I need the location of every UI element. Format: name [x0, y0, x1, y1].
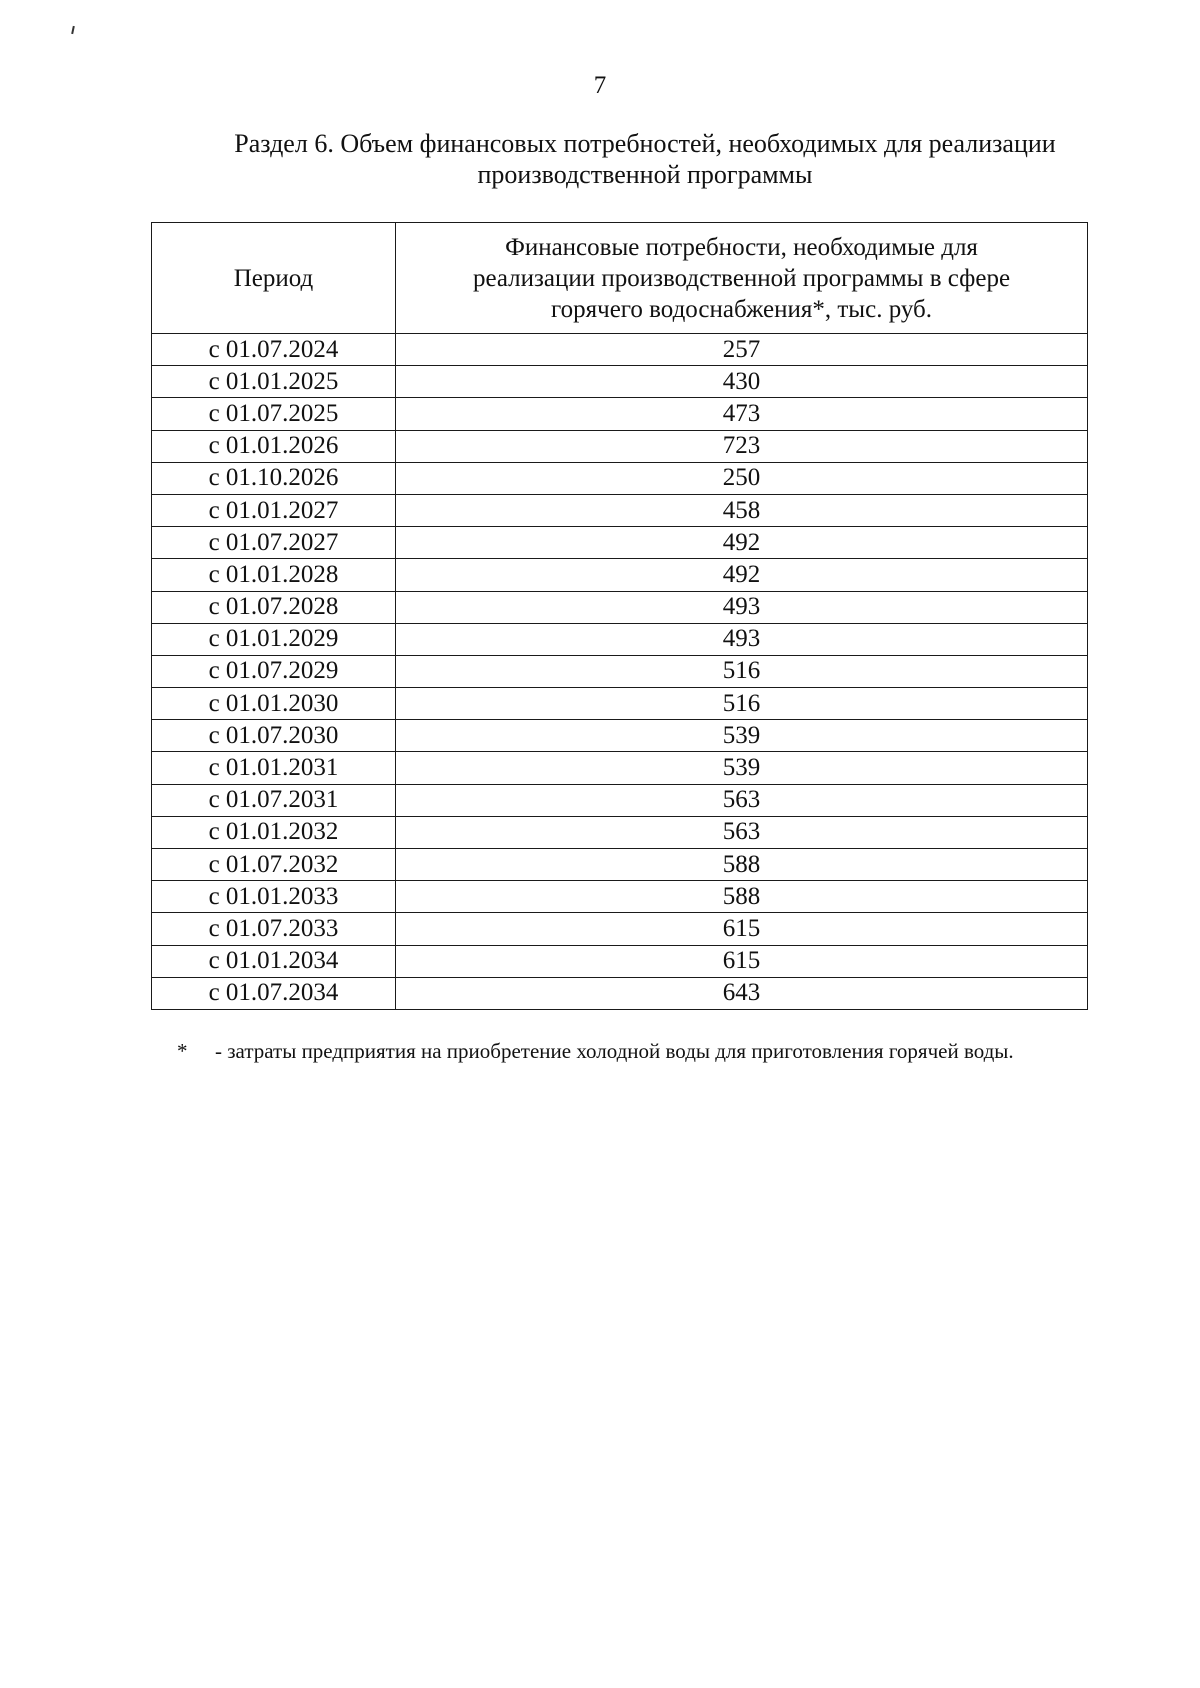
header-financial-needs-line-1: Финансовые потребности, необходимые для: [505, 233, 978, 261]
cell-period: с 01.01.2028: [152, 559, 396, 591]
table-row: [152, 945, 1088, 977]
header-financial-needs-line-2: реализации производственной программы в сфере: [472, 264, 1011, 292]
table-row: [152, 816, 1088, 848]
cell-period: с 01.07.2030: [152, 720, 396, 752]
page-number: 7: [593, 72, 607, 99]
table-body: [152, 334, 1088, 1010]
cell-period: с 01.07.2029: [152, 655, 396, 687]
header-financial-needs: [396, 223, 1088, 334]
table-row: [152, 430, 1088, 462]
table-row: [152, 366, 1088, 398]
cell-period: с 01.01.2033: [152, 881, 396, 913]
cell-period: с 01.10.2026: [152, 462, 396, 494]
section-title: [150, 128, 1140, 190]
cell-value: 493: [396, 623, 1088, 655]
table-row: [152, 977, 1088, 1009]
cell-period: с 01.01.2032: [152, 816, 396, 848]
table-row: [152, 913, 1088, 945]
table-row: [152, 655, 1088, 687]
cell-period: с 01.01.2031: [152, 752, 396, 784]
cell-period: с 01.01.2034: [152, 945, 396, 977]
table-row: [152, 559, 1088, 591]
cell-value: 430: [396, 366, 1088, 398]
cell-period: с 01.07.2032: [152, 849, 396, 881]
table-row: [152, 334, 1088, 366]
cell-value: 563: [396, 816, 1088, 848]
table-row: [152, 688, 1088, 720]
cell-period: с 01.07.2028: [152, 591, 396, 623]
cell-value: 539: [396, 720, 1088, 752]
cell-period: с 01.01.2030: [152, 688, 396, 720]
table-row: [152, 784, 1088, 816]
cell-period: с 01.07.2031: [152, 784, 396, 816]
cell-value: 458: [396, 494, 1088, 526]
footnote: [177, 1035, 1112, 1068]
scan-mark: [71, 26, 75, 34]
section-title-line-1: Раздел 6. Объем финансовых потребностей, необходимых для реализации: [234, 129, 1056, 158]
cell-value: 493: [396, 591, 1088, 623]
footnote-marker: *: [177, 1039, 188, 1063]
cell-period: с 01.07.2027: [152, 527, 396, 559]
cell-period: с 01.01.2029: [152, 623, 396, 655]
cell-value: 516: [396, 655, 1088, 687]
cell-value: 563: [396, 784, 1088, 816]
cell-value: 257: [396, 334, 1088, 366]
cell-value: 473: [396, 398, 1088, 430]
header-financial-needs-line-3: горячего водоснабжения*, тыс. руб.: [550, 295, 933, 323]
cell-period: с 01.01.2025: [152, 366, 396, 398]
table-row: [152, 494, 1088, 526]
table-row: [152, 720, 1088, 752]
cell-value: 539: [396, 752, 1088, 784]
table-row: [152, 623, 1088, 655]
table-row: [152, 462, 1088, 494]
table-row: [152, 591, 1088, 623]
table-row: [152, 752, 1088, 784]
cell-value: 615: [396, 945, 1088, 977]
cell-value: 516: [396, 688, 1088, 720]
cell-value: 492: [396, 527, 1088, 559]
cell-period: с 01.01.2027: [152, 494, 396, 526]
cell-value: 492: [396, 559, 1088, 591]
cell-value: 643: [396, 977, 1088, 1009]
table-row: [152, 398, 1088, 430]
cell-period: с 01.07.2024: [152, 334, 396, 366]
financial-needs-table: [151, 222, 1088, 1010]
header-period: Период: [152, 223, 396, 334]
cell-value: 615: [396, 913, 1088, 945]
cell-period: с 01.01.2026: [152, 430, 396, 462]
cell-period: с 01.07.2033: [152, 913, 396, 945]
cell-value: 250: [396, 462, 1088, 494]
cell-period: с 01.07.2025: [152, 398, 396, 430]
table-row: [152, 527, 1088, 559]
footnote-text: - затраты предприятия на приобретение холодной воды для приготовления горячей воды.: [215, 1039, 1014, 1063]
table-row: [152, 881, 1088, 913]
cell-value: 588: [396, 881, 1088, 913]
table-header-row: [152, 223, 1088, 334]
section-title-line-2: производственной программы: [477, 160, 813, 189]
cell-period: с 01.07.2034: [152, 977, 396, 1009]
table-row: [152, 849, 1088, 881]
cell-value: 723: [396, 430, 1088, 462]
cell-value: 588: [396, 849, 1088, 881]
